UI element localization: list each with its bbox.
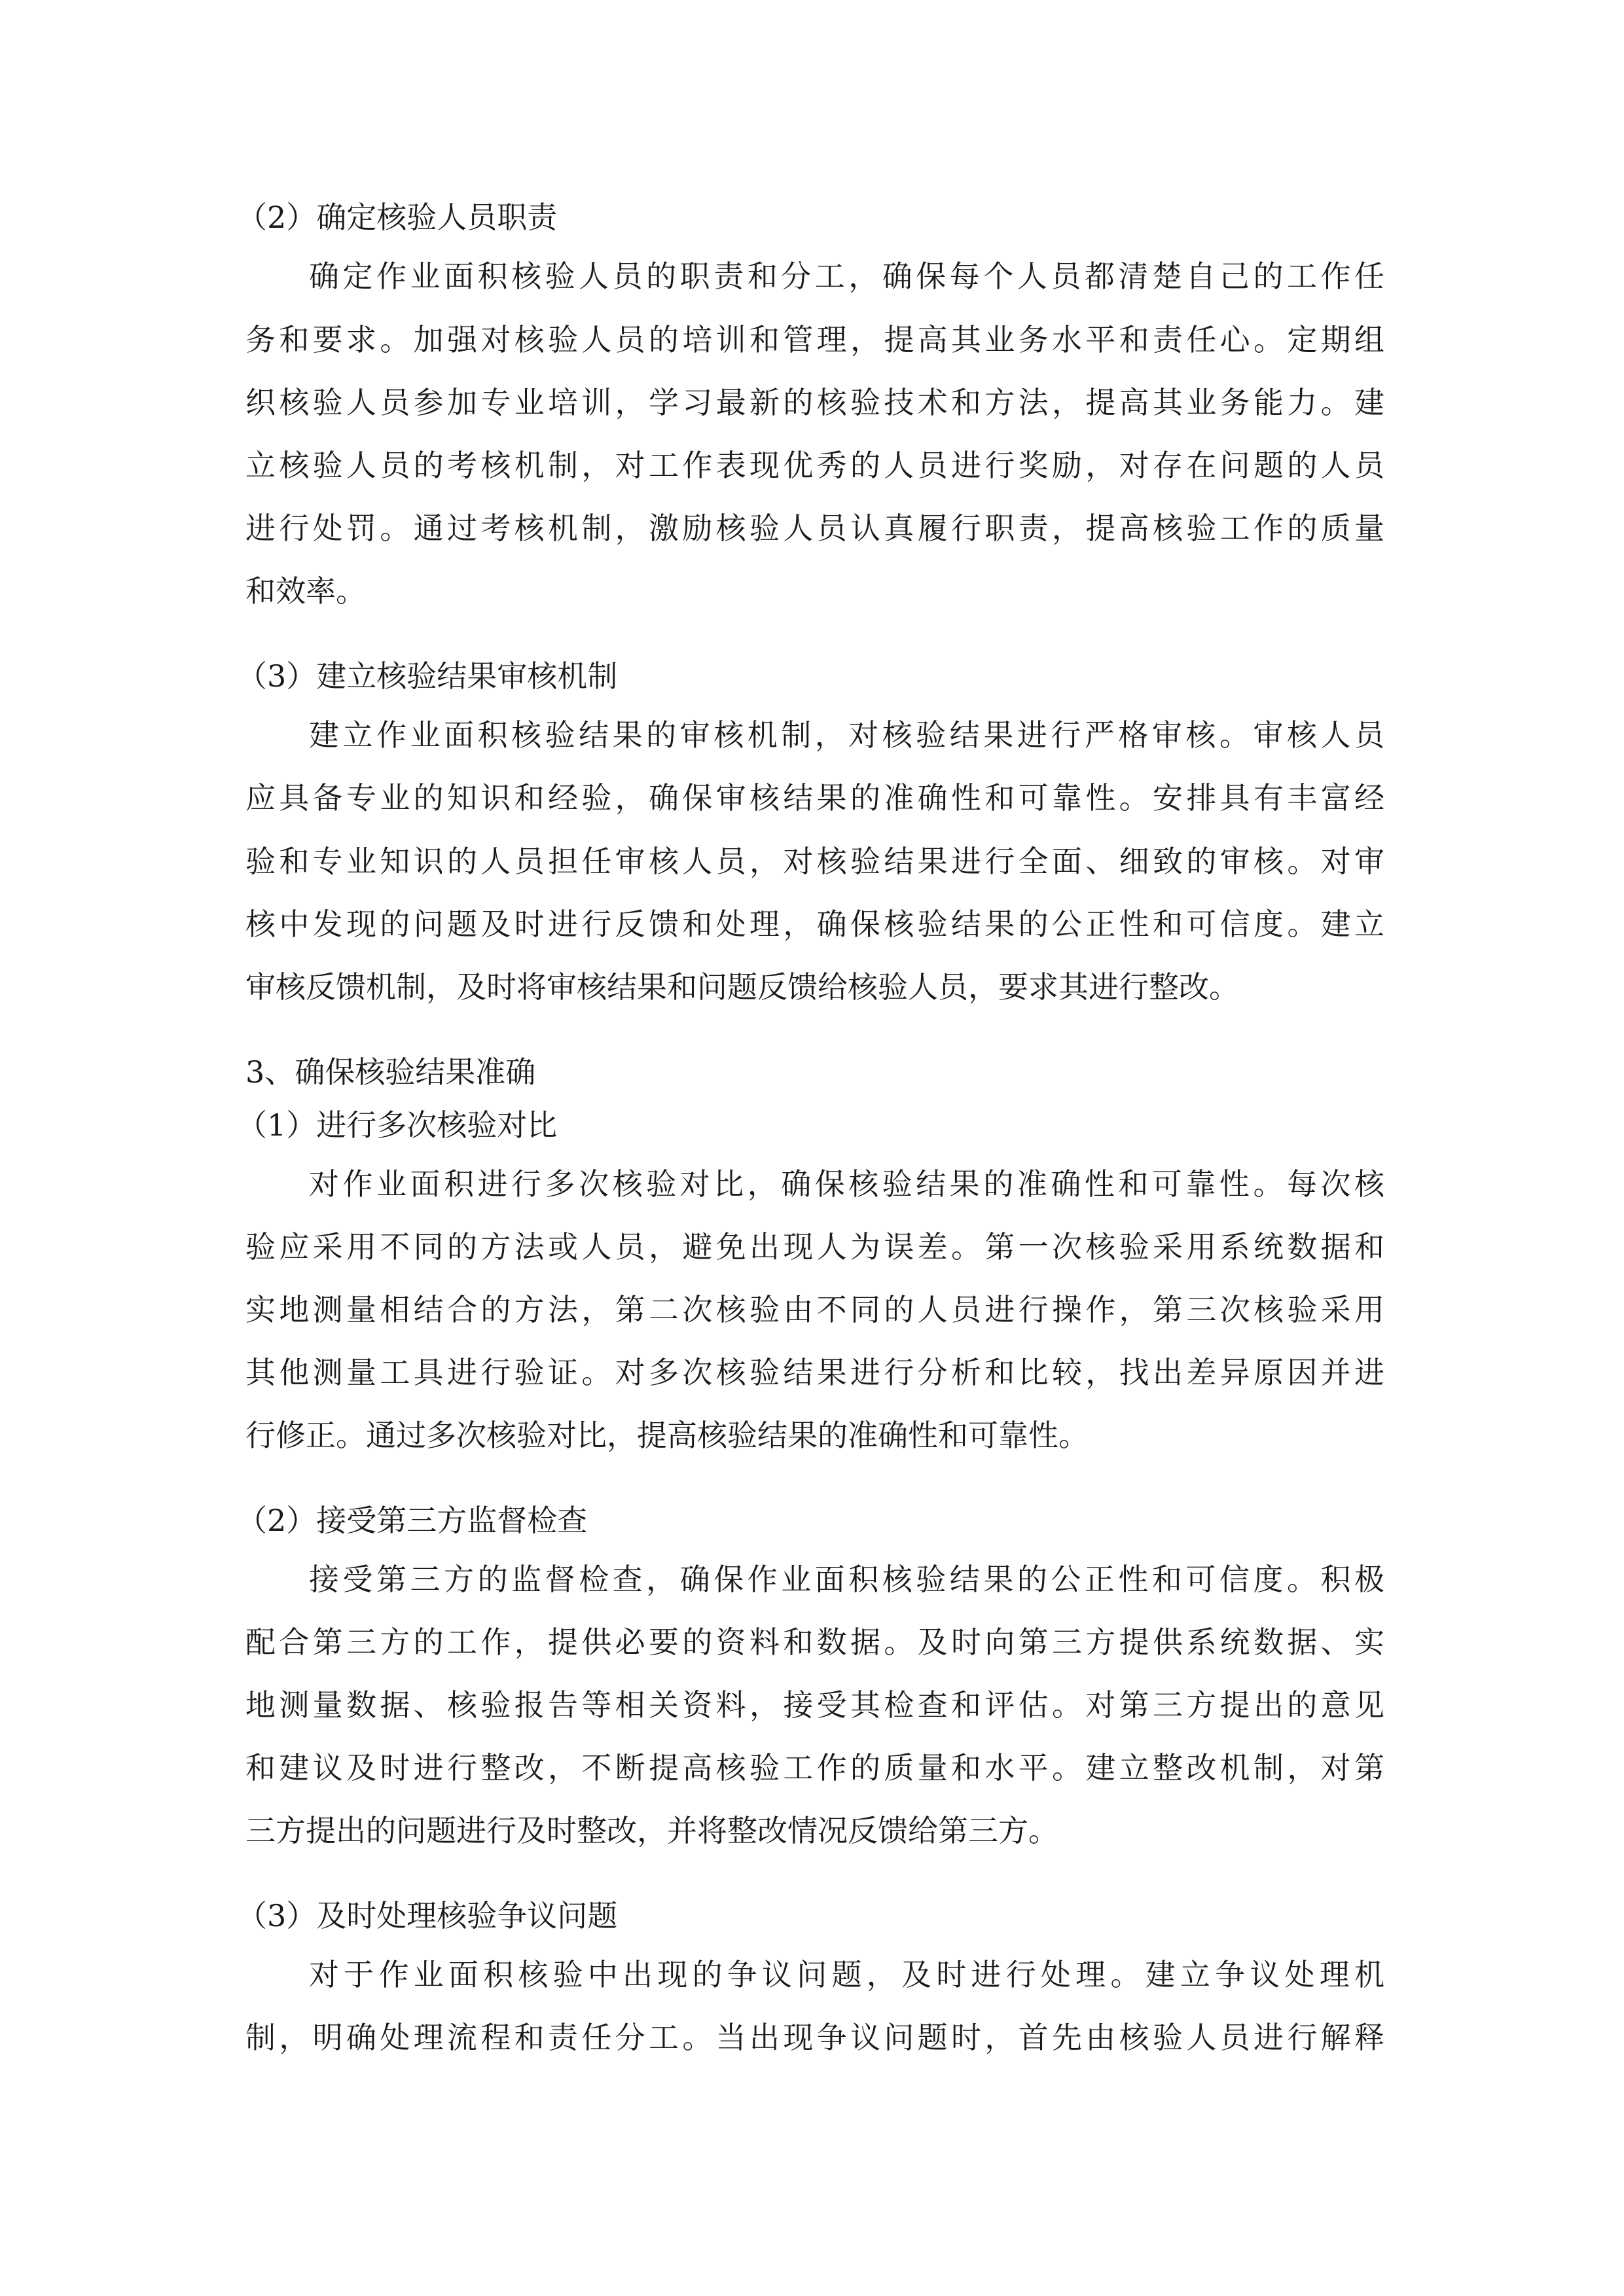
paragraph-line: 立核验人员的考核机制，对工作表现优秀的人员进行奖励，对存在问题的人员 bbox=[245, 448, 1384, 483]
paragraph-line: 建立作业面积核验结果的审核机制，对核验结果进行严格审核。审核人员 bbox=[309, 717, 1384, 753]
paragraph-line: 和建议及时进行整改，不断提高核验工作的质量和水平。建立整改机制，对第 bbox=[245, 1750, 1384, 1785]
paragraph-line: 行修正。通过多次核验对比，提高核验结果的准确性和可靠性。 bbox=[245, 1418, 1089, 1453]
paragraph-line: 三方提出的问题进行及时整改，并将整改情况反馈给第三方。 bbox=[245, 1813, 1058, 1848]
section-heading: （1）进行多次核验对比 bbox=[237, 1107, 558, 1143]
section-heading: （3）建立核验结果审核机制 bbox=[237, 658, 618, 694]
paragraph-line: 验应采用不同的方法或人员，避免出现人为误差。第一次核验采用系统数据和 bbox=[245, 1229, 1384, 1265]
section-heading: （3）及时处理核验争议问题 bbox=[237, 1898, 618, 1933]
paragraph-line: 制，明确处理流程和责任分工。当出现争议问题时，首先由核验人员进行解释 bbox=[245, 2020, 1384, 2055]
paragraph-line: 地测量数据、核验报告等相关资料，接受其检查和评估。对第三方提出的意见 bbox=[245, 1687, 1384, 1723]
section-title: 3、确保核验结果准确 bbox=[245, 1054, 536, 1090]
section-heading: （2）确定核验人员职责 bbox=[237, 200, 558, 235]
paragraph-line: 进行处罚。通过考核机制，激励核验人员认真履行职责，提高核验工作的质量 bbox=[245, 511, 1384, 546]
paragraph-line: 核中发现的问题及时进行反馈和处理，确保核验结果的公正性和可信度。建立 bbox=[245, 906, 1384, 942]
paragraph-line: 对作业面积进行多次核验对比，确保核验结果的准确性和可靠性。每次核 bbox=[309, 1166, 1384, 1202]
paragraph-line: 确定作业面积核验人员的职责和分工，确保每个人员都清楚自己的工作任 bbox=[309, 259, 1384, 294]
paragraph-line: 验和专业知识的人员担任审核人员，对核验结果进行全面、细致的审核。对审 bbox=[245, 844, 1384, 879]
paragraph-line: 应具备专业的知识和经验，确保审核结果的准确性和可靠性。安排具有丰富经 bbox=[245, 780, 1384, 816]
paragraph-line: 和效率。 bbox=[245, 573, 366, 609]
paragraph-line: 接受第三方的监督检查，确保作业面积核验结果的公正性和可信度。积极 bbox=[309, 1562, 1384, 1597]
paragraph-line: 配合第三方的工作，提供必要的资料和数据。及时向第三方提供系统数据、实 bbox=[245, 1624, 1384, 1660]
paragraph-line: 务和要求。加强对核验人员的培训和管理，提高其业务水平和责任心。定期组 bbox=[245, 322, 1384, 357]
paragraph-line: 审核反馈机制，及时将审核结果和问题反馈给核验人员，要求其进行整改。 bbox=[245, 969, 1239, 1005]
paragraph-line: 其他测量工具进行验证。对多次核验结果进行分析和比较，找出差异原因并进 bbox=[245, 1355, 1384, 1390]
section-heading: （2）接受第三方监督检查 bbox=[237, 1503, 588, 1538]
paragraph-line: 对于作业面积核验中出现的争议问题，及时进行处理。建立争议处理机 bbox=[309, 1957, 1384, 1992]
paragraph-line: 实地测量相结合的方法，第二次核验由不同的人员进行操作，第三次核验采用 bbox=[245, 1292, 1384, 1327]
paragraph-line: 织核验人员参加专业培训，学习最新的核验技术和方法，提高其业务能力。建 bbox=[245, 385, 1384, 420]
